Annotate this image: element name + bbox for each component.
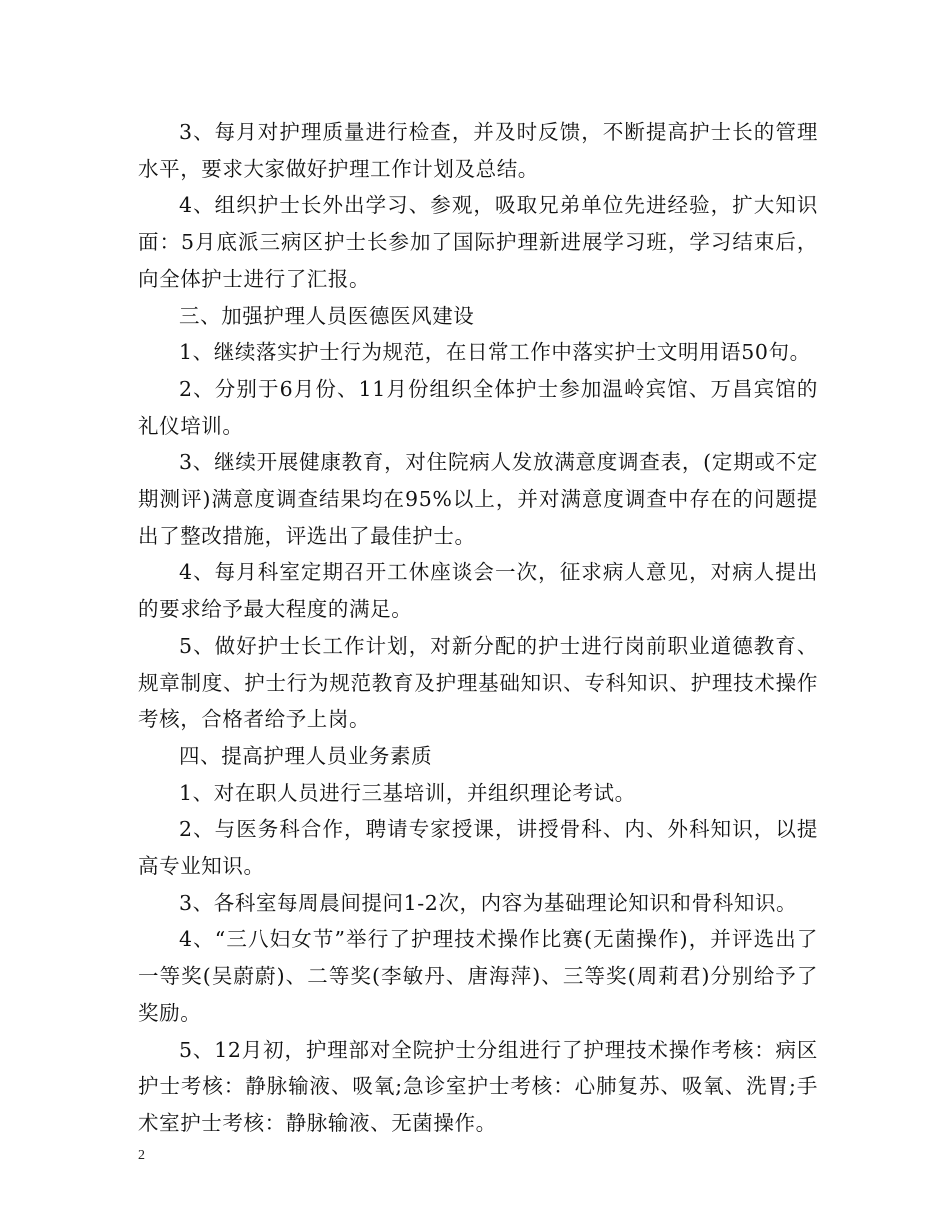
page-number: 2 xyxy=(138,1148,145,1163)
paragraph: 3、每月对护理质量进行检查，并及时反馈，不断提高护士长的管理水平，要求大家做好护理工作计划及总结。 xyxy=(138,120,818,181)
paragraph: 3、继续开展健康教育，对住院病人发放满意度调查表，(定期或不定期测评)满意度调查结果均在95%以上，并对满意度调查中存在的问题提出了整改措施，评选出了最佳护士。 xyxy=(138,450,818,548)
document-body xyxy=(138,114,818,1142)
paragraph: 2、与医务科合作，聘请专家授课，讲授骨科、内、外科知识，以提高专业知识。 xyxy=(138,817,818,879)
paragraph: 1、继续落实护士行为规范，在日常工作中落实护士文明用语50句。 xyxy=(179,340,811,365)
paragraph: 2、分别于6月份、11月份组织全体护士参加温岭宾馆、万昌宾馆的礼仪培训。 xyxy=(138,376,818,438)
paragraph: 3、各科室每周晨间提问1-2次，内容为基础理论知识和骨科知识。 xyxy=(179,890,798,915)
section-heading: 三、加强护理人员医德医风建设 xyxy=(179,303,475,328)
paragraph: 5、12月初，护理部对全院护士分组进行了护理技术操作考核：病区护士考核：静脉输液、吸氧;急诊室护士考核：心肺复苏、吸氧、洗胃;手术室护士考核：静脉输液、无菌操作。 xyxy=(138,1037,818,1135)
paragraph: 4、“三八妇女节”举行了护理技术操作比赛(无菌操作)，并评选出了一等奖(吴蔚蔚)、二等奖(李敏丹、唐海萍)、三等奖(周莉君)分别给予了奖励。 xyxy=(138,927,818,1025)
section-heading: 四、提高护理人员业务素质 xyxy=(179,743,433,768)
paragraph: 4、组织护士长外出学习、参观，吸取兄弟单位先进经验，扩大知识面：5月底派三病区护士长参加了国际护理新进展学习班，学习结束后，向全体护士进行了汇报。 xyxy=(138,193,818,291)
paragraph: 1、对在职人员进行三基培训，并组织理论考试。 xyxy=(179,780,636,805)
paragraph: 5、做好护士长工作计划，对新分配的护士进行岗前职业道德教育、规章制度、护士行为规范教育及护理基础知识、专科知识、护理技术操作考核，合格者给予上岗。 xyxy=(138,633,818,732)
paragraph: 4、每月科室定期召开工休座谈会一次，征求病人意见，对病人提出的要求给予最大程度的满足。 xyxy=(138,560,818,622)
